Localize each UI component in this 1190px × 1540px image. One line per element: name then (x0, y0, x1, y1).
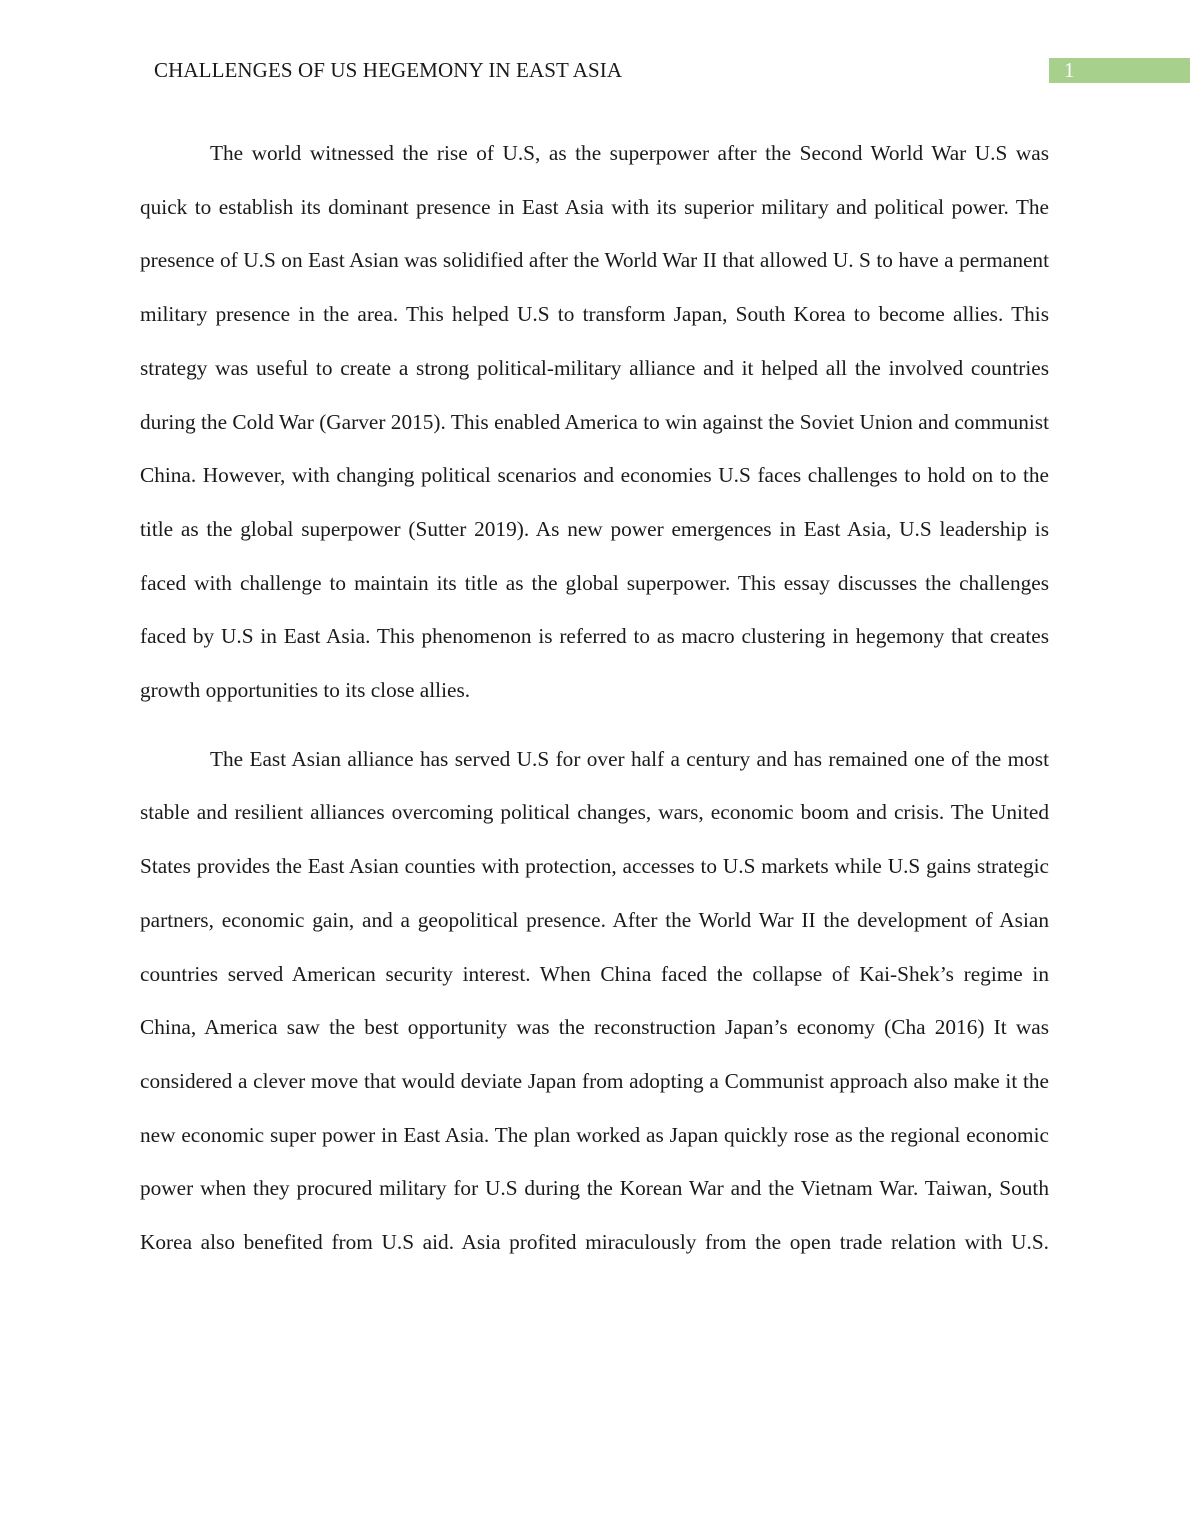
document-body (140, 127, 1049, 1285)
paragraph-2: The East Asian alliance has served U.S for over half a century and has remained one of the most stable and resilient alliances overcoming political changes, wars, economic boom and crisis. The United States provides the East Asian counties with protection, accesses to U.S markets while U.S gains strategic partners, economic gain, and a geopolitical presence. After the World War II the development of Asian countries served American security interest. When China faced the collapse of Kai-Shek’s regime in China, America saw the best opportunity was the reconstruction Japan’s economy (Cha 2016) It was considered a clever move that would deviate Japan from adopting a Communist approach also make it the new economic super power in East Asia. The plan worked as Japan quickly rose as the regional economic power when they procured military for U.S during the Korean War and the Vietnam War. Taiwan, South Korea also benefited from U.S aid. Asia profited miraculously from the open trade relation with U.S. (140, 746, 1049, 1255)
running-head: CHALLENGES OF US HEGEMONY IN EAST ASIA (154, 58, 623, 82)
page-number-badge (1049, 58, 1190, 83)
paragraph-1: The world witnessed the rise of U.S, as the superpower after the Second World War U.S was quick to establish its dominant presence in East Asia with its superior military and political power. The presence of U.S on East Asian was solidified after the World War II that allowed U. S to have a permanent military presence in the area. This helped U.S to transform Japan, South Korea to become allies. This strategy was useful to create a strong political-military alliance and it helped all the involved countries during the Cold War (Garver 2015). This enabled America to win against the Soviet Union and communist China. However, with changing political scenarios and economies U.S faces challenges to hold on to the title as the global superpower (Sutter 2019). As new power emergences in East Asia, U.S leadership is faced with challenge to maintain its title as the global superpower. This essay discusses the challenges faced by U.S in East Asia. This phenomenon is referred to as macro clustering in hegemony that creates growth opportunities to its close allies. (140, 141, 1049, 703)
page-number: 1 (1064, 58, 1075, 82)
